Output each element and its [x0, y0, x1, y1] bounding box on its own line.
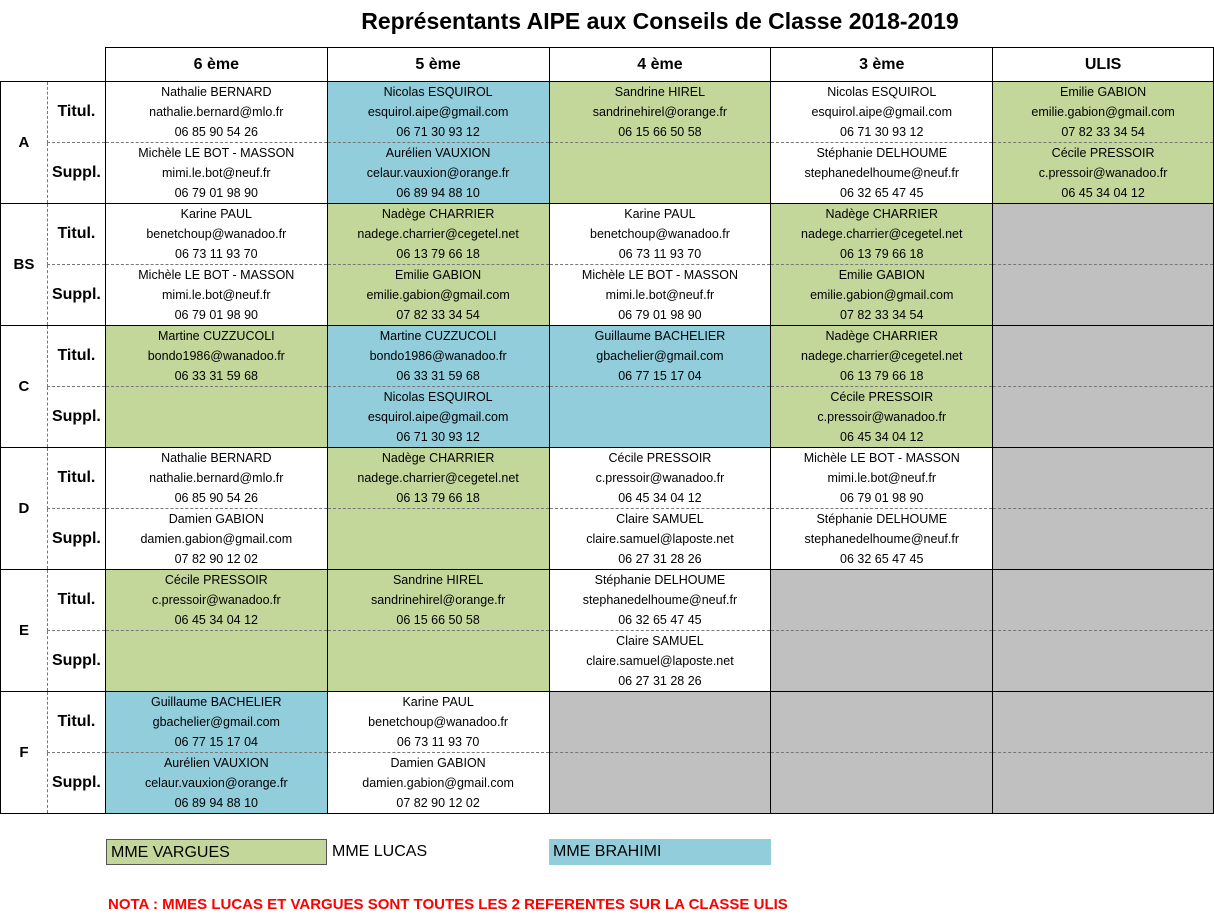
- representative-phone: 06 77 15 17 04: [618, 369, 702, 383]
- representative-phone: 06 45 34 04 12: [840, 430, 924, 444]
- representative-cell: [105, 631, 327, 692]
- representative-email: benetchoup@wanadoo.fr: [368, 715, 509, 729]
- representative-cell: [105, 143, 327, 204]
- representative-name: Nathalie BERNARD: [161, 451, 272, 465]
- representative-phone: 06 45 34 04 12: [618, 491, 702, 505]
- representative-cell: [549, 204, 771, 265]
- representative-cell: [549, 326, 771, 387]
- representative-email: esquirol.aipe@gmail.com: [367, 105, 509, 119]
- representative-cell: [105, 692, 327, 753]
- representative-email: celaur.vauxion@orange.fr: [144, 776, 288, 790]
- representative-phone: 06 32 65 47 45: [618, 613, 702, 627]
- representative-cell: [993, 753, 1214, 814]
- column-header: 3 ème: [771, 48, 993, 82]
- role-label: Suppl.: [47, 631, 105, 692]
- representative-name: Michèle LE BOT - MASSON: [803, 451, 960, 465]
- representative-cell: [327, 570, 549, 631]
- representative-phone: 06 33 31 59 68: [396, 369, 480, 383]
- representative-cell: [327, 509, 549, 570]
- representative-name: Cécile PRESSOIR: [830, 390, 934, 404]
- representative-phone: 06 27 31 28 26: [618, 674, 702, 688]
- representative-name: Michèle LE BOT - MASSON: [138, 268, 295, 282]
- representative-name: Martine CUZZUCOLI: [379, 329, 497, 343]
- representative-name: Guillaume BACHELIER: [150, 695, 282, 709]
- representative-name: Michèle LE BOT - MASSON: [138, 146, 295, 160]
- representative-name: Nicolas ESQUIROL: [827, 85, 937, 99]
- representative-phone: 06 32 65 47 45: [840, 552, 924, 566]
- representative-phone: 06 13 79 66 18: [396, 247, 480, 261]
- representative-email: nadege.charrier@cegetel.net: [357, 471, 519, 485]
- representative-name: Emilie GABION: [1060, 85, 1147, 99]
- representative-email: claire.samuel@laposte.net: [586, 532, 734, 546]
- representative-cell: [771, 265, 993, 326]
- representative-email: gbachelier@gmail.com: [152, 715, 280, 729]
- corner-empty: [1, 48, 106, 82]
- representative-cell: [327, 692, 549, 753]
- representative-name: Martine CUZZUCOLI: [157, 329, 275, 343]
- legend-label: MME LUCAS: [332, 843, 428, 860]
- representative-phone: 06 89 94 88 10: [174, 796, 258, 810]
- representative-email: c.pressoir@wanadoo.fr: [1038, 166, 1168, 180]
- table-row: [1, 570, 1214, 631]
- representative-phone: 06 13 79 66 18: [840, 247, 924, 261]
- representative-cell: [771, 387, 993, 448]
- representative-phone: 06 85 90 54 26: [174, 125, 258, 139]
- table-row: [1, 265, 1214, 326]
- representative-phone: 06 45 34 04 12: [174, 613, 258, 627]
- representative-email: sandrinehirel@orange.fr: [592, 105, 728, 119]
- representative-name: Emilie GABION: [838, 268, 925, 282]
- table-row: [1, 631, 1214, 692]
- role-label: Titul.: [47, 570, 105, 631]
- representative-phone: 06 71 30 93 12: [840, 125, 924, 139]
- representative-cell: [105, 326, 327, 387]
- representative-email: nadege.charrier@cegetel.net: [801, 227, 963, 241]
- legend-label: MME BRAHIMI: [553, 843, 662, 860]
- representative-cell: [771, 509, 993, 570]
- representatives-table: [0, 47, 1214, 814]
- representative-phone: 06 79 01 98 90: [174, 308, 258, 322]
- representative-cell: [993, 387, 1214, 448]
- representative-cell: [993, 143, 1214, 204]
- representative-name: Stéphanie DELHOUME: [816, 146, 948, 160]
- page-title: Représentants AIPE aux Conseils de Classe 2018-2019: [361, 8, 959, 34]
- representative-name: Aurélien VAUXION: [163, 756, 269, 770]
- representative-email: emilie.gabion@gmail.com: [366, 288, 510, 302]
- representative-name: Cécile PRESSOIR: [164, 573, 268, 587]
- representative-cell: [993, 509, 1214, 570]
- representative-cell: [771, 753, 993, 814]
- representative-phone: 06 27 31 28 26: [618, 552, 702, 566]
- representative-phone: 06 79 01 98 90: [618, 308, 702, 322]
- representative-cell: [549, 692, 771, 753]
- representative-phone: 06 89 94 88 10: [396, 186, 480, 200]
- class-group-label: F: [1, 692, 48, 814]
- representative-cell: [771, 82, 993, 143]
- representative-name: Cécile PRESSOIR: [608, 451, 712, 465]
- representative-cell: [327, 448, 549, 509]
- class-group-label: E: [1, 570, 48, 692]
- representative-phone: 06 79 01 98 90: [840, 491, 924, 505]
- representative-name: Damien GABION: [390, 756, 486, 770]
- note-text: NOTA : MMES LUCAS ET VARGUES SONT TOUTES LES 2 REFERENTES SUR LA CLASSE ULIS: [108, 896, 788, 913]
- representative-cell: [549, 631, 771, 692]
- representative-name: Nadège CHARRIER: [381, 207, 495, 221]
- representative-cell: [105, 265, 327, 326]
- representative-cell: [327, 326, 549, 387]
- role-label: Titul.: [47, 692, 105, 753]
- representative-email: mimi.le.bot@neuf.fr: [605, 288, 715, 302]
- representative-phone: 06 32 65 47 45: [840, 186, 924, 200]
- representative-cell: [549, 82, 771, 143]
- representative-name: Karine PAUL: [180, 207, 252, 221]
- table-row: [1, 387, 1214, 448]
- representative-phone: 06 77 15 17 04: [174, 735, 258, 749]
- representative-cell: [549, 387, 771, 448]
- representative-name: Aurélien VAUXION: [385, 146, 491, 160]
- representative-cell: [327, 143, 549, 204]
- representative-email: gbachelier@gmail.com: [596, 349, 724, 363]
- column-header: 6 ème: [105, 48, 327, 82]
- representative-email: esquirol.aipe@gmail.com: [367, 410, 509, 424]
- representative-cell: [771, 631, 993, 692]
- representative-email: nadege.charrier@cegetel.net: [357, 227, 519, 241]
- representative-name: Nadège CHARRIER: [825, 207, 939, 221]
- representative-cell: [549, 753, 771, 814]
- representative-cell: [771, 326, 993, 387]
- representative-email: nathalie.bernard@mlo.fr: [149, 471, 284, 485]
- representative-cell: [993, 692, 1214, 753]
- representative-email: c.pressoir@wanadoo.fr: [151, 593, 281, 607]
- representative-phone: 06 33 31 59 68: [174, 369, 258, 383]
- representative-name: Nadège CHARRIER: [825, 329, 939, 343]
- representative-email: bondo1986@wanadoo.fr: [369, 349, 507, 363]
- representative-name: Stéphanie DELHOUME: [816, 512, 948, 526]
- representative-email: sandrinehirel@orange.fr: [370, 593, 506, 607]
- representative-cell: [549, 509, 771, 570]
- header-row: [1, 48, 1214, 82]
- role-label: Titul.: [47, 326, 105, 387]
- representative-cell: [771, 570, 993, 631]
- representative-name: Claire SAMUEL: [616, 512, 704, 526]
- role-label: Suppl.: [47, 143, 105, 204]
- representative-email: stephanedelhoume@neuf.fr: [804, 166, 959, 180]
- table-row: [1, 326, 1214, 387]
- representative-cell: [105, 448, 327, 509]
- representative-phone: 06 13 79 66 18: [396, 491, 480, 505]
- representative-name: Nicolas ESQUIROL: [383, 390, 493, 404]
- representative-name: Claire SAMUEL: [616, 634, 704, 648]
- representative-phone: 06 73 11 93 70: [175, 247, 258, 261]
- representative-cell: [327, 82, 549, 143]
- representative-cell: [771, 204, 993, 265]
- table-row: [1, 143, 1214, 204]
- representative-name: Stéphanie DELHOUME: [594, 573, 726, 587]
- representative-cell: [105, 204, 327, 265]
- representative-phone: 06 15 66 50 58: [396, 613, 480, 627]
- representative-cell: [105, 570, 327, 631]
- representative-email: damien.gabion@gmail.com: [140, 532, 293, 546]
- representative-email: c.pressoir@wanadoo.fr: [595, 471, 725, 485]
- class-group-label: D: [1, 448, 48, 570]
- representative-phone: 07 82 90 12 02: [396, 796, 480, 810]
- column-header: ULIS: [993, 48, 1214, 82]
- table-row: [1, 753, 1214, 814]
- representative-cell: [993, 448, 1214, 509]
- representative-name: Cécile PRESSOIR: [1051, 146, 1155, 160]
- representative-email: mimi.le.bot@neuf.fr: [827, 471, 937, 485]
- representative-email: benetchoup@wanadoo.fr: [590, 227, 730, 241]
- representative-phone: 07 82 90 12 02: [174, 552, 258, 566]
- role-label: Titul.: [47, 448, 105, 509]
- representative-phone: 06 45 34 04 12: [1061, 186, 1145, 200]
- representative-cell: [549, 570, 771, 631]
- representative-cell: [771, 448, 993, 509]
- representative-phone: 07 82 33 34 54: [396, 308, 480, 322]
- representative-email: stephanedelhoume@neuf.fr: [804, 532, 959, 546]
- role-label: Suppl.: [47, 387, 105, 448]
- representative-email: mimi.le.bot@neuf.fr: [162, 166, 271, 180]
- representative-email: claire.samuel@laposte.net: [586, 654, 734, 668]
- representative-cell: [327, 753, 549, 814]
- legend-brahimi: [549, 839, 771, 865]
- class-group-label: BS: [1, 204, 48, 326]
- representative-email: nathalie.bernard@mlo.fr: [149, 105, 284, 119]
- representative-email: nadege.charrier@cegetel.net: [801, 349, 963, 363]
- representative-email: emilie.gabion@gmail.com: [1031, 105, 1175, 119]
- column-header: 4 ème: [549, 48, 771, 82]
- representative-email: stephanedelhoume@neuf.fr: [582, 593, 738, 607]
- representative-name: Nadège CHARRIER: [381, 451, 495, 465]
- representative-phone: 06 79 01 98 90: [174, 186, 258, 200]
- representative-email: c.pressoir@wanadoo.fr: [817, 410, 947, 424]
- table-row: [1, 448, 1214, 509]
- representative-name: Guillaume BACHELIER: [594, 329, 726, 343]
- representative-email: bondo1986@wanadoo.fr: [147, 349, 285, 363]
- representative-cell: [771, 692, 993, 753]
- representative-phone: 07 82 33 34 54: [840, 308, 924, 322]
- representative-email: esquirol.aipe@gmail.com: [811, 105, 953, 119]
- representative-name: Karine PAUL: [624, 207, 696, 221]
- column-header: 5 ème: [327, 48, 549, 82]
- representative-phone: 06 71 30 93 12: [396, 125, 480, 139]
- representative-phone: 06 85 90 54 26: [174, 491, 258, 505]
- representative-cell: [327, 387, 549, 448]
- legend-lucas: [328, 839, 548, 865]
- representative-phone: 06 71 30 93 12: [396, 430, 480, 444]
- representative-name: Sandrine HIREL: [392, 573, 484, 587]
- representative-name: Nicolas ESQUIROL: [383, 85, 493, 99]
- table-row: [1, 509, 1214, 570]
- representative-cell: [105, 509, 327, 570]
- representative-cell: [105, 82, 327, 143]
- table-row: [1, 82, 1214, 143]
- representative-cell: [327, 204, 549, 265]
- representative-email: emilie.gabion@gmail.com: [810, 288, 954, 302]
- role-label: Suppl.: [47, 753, 105, 814]
- representative-cell: [993, 204, 1214, 265]
- representative-cell: [327, 265, 549, 326]
- representative-cell: [993, 631, 1214, 692]
- legend-label: MME VARGUES: [111, 844, 230, 861]
- representative-cell: [771, 143, 993, 204]
- representative-cell: [993, 570, 1214, 631]
- legend-vargues: [106, 839, 327, 865]
- representative-name: Nathalie BERNARD: [161, 85, 272, 99]
- role-label: Suppl.: [47, 265, 105, 326]
- representative-cell: [549, 265, 771, 326]
- representative-name: Sandrine HIREL: [614, 85, 706, 99]
- representative-email: damien.gabion@gmail.com: [362, 776, 514, 790]
- role-label: Titul.: [47, 204, 105, 265]
- table-row: [1, 204, 1214, 265]
- representative-cell: [993, 326, 1214, 387]
- representative-phone: 06 73 11 93 70: [396, 735, 480, 749]
- representative-email: celaur.vauxion@orange.fr: [366, 166, 510, 180]
- representative-phone: 07 82 33 34 54: [1061, 125, 1145, 139]
- representative-cell: [105, 753, 327, 814]
- representative-email: benetchoup@wanadoo.fr: [146, 227, 287, 241]
- representative-name: Karine PAUL: [402, 695, 474, 709]
- representative-email: mimi.le.bot@neuf.fr: [162, 288, 271, 302]
- representative-cell: [993, 265, 1214, 326]
- role-label: Titul.: [47, 82, 105, 143]
- representative-phone: 06 15 66 50 58: [618, 125, 702, 139]
- representative-name: Emilie GABION: [395, 268, 482, 282]
- representative-cell: [549, 143, 771, 204]
- class-group-label: A: [1, 82, 48, 204]
- representative-cell: [327, 631, 549, 692]
- representative-cell: [549, 448, 771, 509]
- class-group-label: C: [1, 326, 48, 448]
- representative-phone: 06 73 11 93 70: [618, 247, 702, 261]
- representative-phone: 06 13 79 66 18: [840, 369, 924, 383]
- representative-cell: [993, 82, 1214, 143]
- representative-name: Damien GABION: [168, 512, 264, 526]
- role-label: Suppl.: [47, 509, 105, 570]
- table-row: [1, 692, 1214, 753]
- representative-name: Michèle LE BOT - MASSON: [581, 268, 738, 282]
- representative-cell: [105, 387, 327, 448]
